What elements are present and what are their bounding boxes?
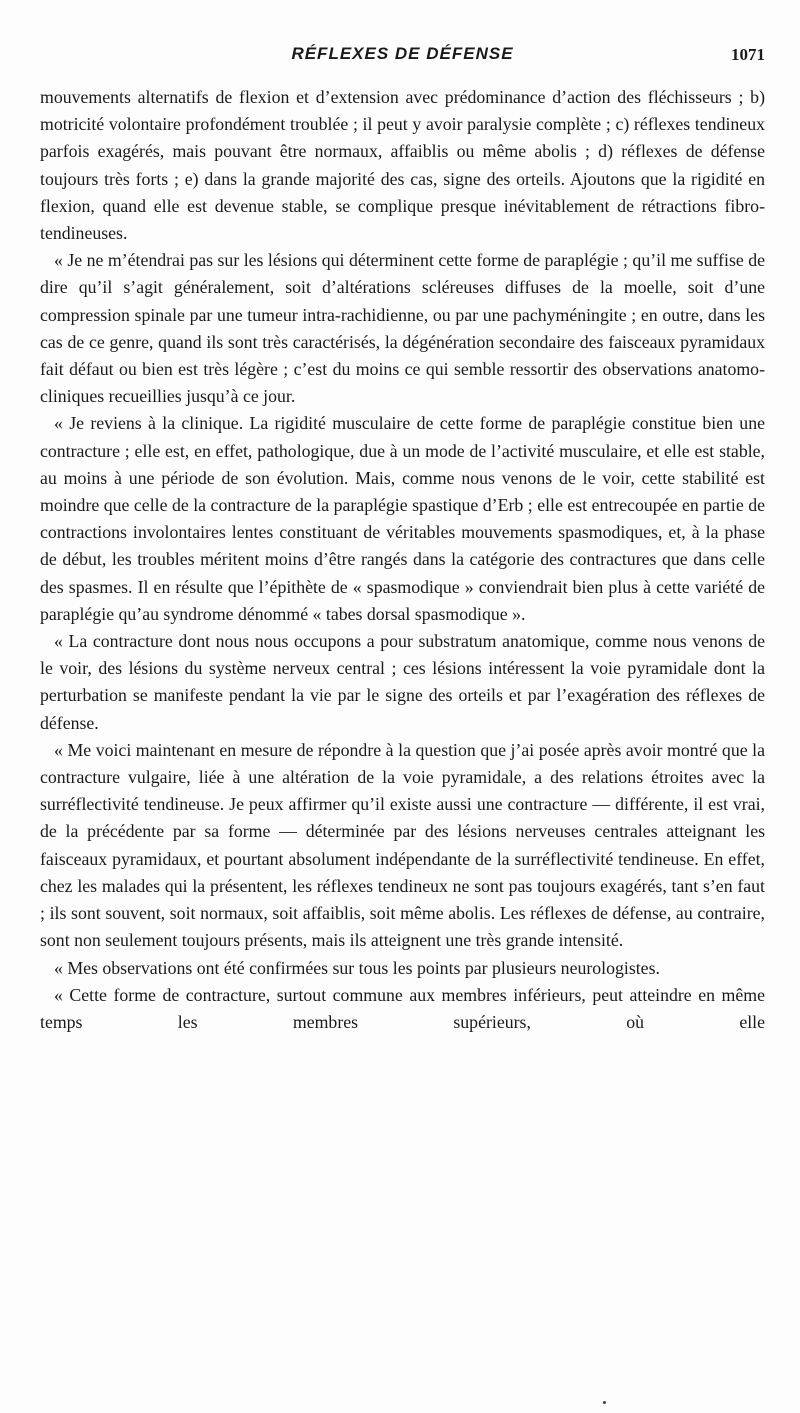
running-head xyxy=(40,44,765,70)
body-text xyxy=(40,84,765,1036)
paragraph-3: « Je reviens à la clinique. La rigidité musculaire de cette forme de paraplégie constitue bien une contracture ; elle est, en effet, pathologique, due à un mode de l’activité musculaire, et elle est stable, au moins à une période de son évolution. Mais, comme nous venons de le voir, cette stabilité est moindre que celle de la contracture de la paraplégie spastique d’Erb ; elle est entrecoupée en partie de contractions involontaires lentes constituant de véritables mouvements spasmodiques, et, à la phase de début, les troubles méritent moins d’être rangés dans la catégorie des contractures que dans celle des spasmes. Il en résulte que l’épithète de « spasmodique » conviendrait bien plus à cette variété de paraplégie qu’au syndrome dénommé « tabes dorsal spasmodique ». xyxy=(40,413,765,624)
paragraph-4: « La contracture dont nous nous occupons a pour substratum anatomique, comme nous venons de le voir, des lésions du système nerveux central ; ces lésions intéressent la voie pyramidale dont la perturbation se manifeste pendant la vie par le signe des orteils et par l’exagération des réflexes de défense. xyxy=(40,631,765,733)
paragraph-7: « Cette forme de contracture, surtout commune aux membres inférieurs, peut atteindre en même temps les membres supérieurs, où elle xyxy=(40,984,765,1032)
paragraph-1: mouvements alternatifs de flexion et d’extension avec prédominance d’action des fléchisseurs ; b) motricité volontaire profondément troublée ; il peut y avoir paralysie complète ; c) réflexes tendineux parfois exagérés, mais pouvant être normaux, affaiblis ou même abolis ; d) réflexes de défense toujours très forts ; e) dans la grande majorité des cas, signe des orteils. Ajoutons que la rigidité en flexion, quand elle est devenue stable, se complique presque inévitablement de rétractions fibro-tendineuses. xyxy=(40,87,765,244)
paragraph-6: « Mes observations ont été confirmées sur tous les points par plusieurs neurologistes. xyxy=(54,957,660,978)
paragraph-5: « Me voici maintenant en mesure de répondre à la question que j’ai posée après avoir montré que la contracture vulgaire, liée à une altération de la voie pyramidale, a des relations étroites avec la surréflectivité tendineuse. Je peux affirmer qu’il existe aussi une contracture — différente, il est vrai, de la précédente par sa forme — déterminée par des lésions nerveuses centrales atteignant les faisceaux pyramidaux, et pourtant absolument indépendante de la surréflectivité tendineuse. En effet, chez les malades qui la présentent, les réflexes tendineux ne sont pas toujours exagérés, tant s’en faut ; ils sont souvent, soit normaux, soit affaiblis, soit même abolis. Les réflexes de défense, au contraire, sont non seulement toujours présents, mais ils atteignent une très grande intensité. xyxy=(40,739,765,951)
paragraph-2: « Je ne m’étendrai pas sur les lésions qui déterminent cette forme de paraplégie ; qu’il me suffise de dire qu’il s’agit généralement, soit d’altérations scléreuses diffuses de la moelle, soit d’une compression spinale par une tumeur intra-rachidienne, ou par une pachyméningite ; en outre, dans les cas de ce genre, quand ils sont très caractérisés, la dégénération secondaire des faisceaux pyramidaux fait défaut ou bien est très légère ; c’est du moins ce qui semble ressortir des observations anatomo-cliniques recueillies jusqu’à ce jour. xyxy=(40,250,765,407)
print-speck xyxy=(603,1401,606,1404)
page-number: 1071 xyxy=(731,45,765,64)
running-title: RÉFLEXES DE DÉFENSE xyxy=(291,44,514,63)
